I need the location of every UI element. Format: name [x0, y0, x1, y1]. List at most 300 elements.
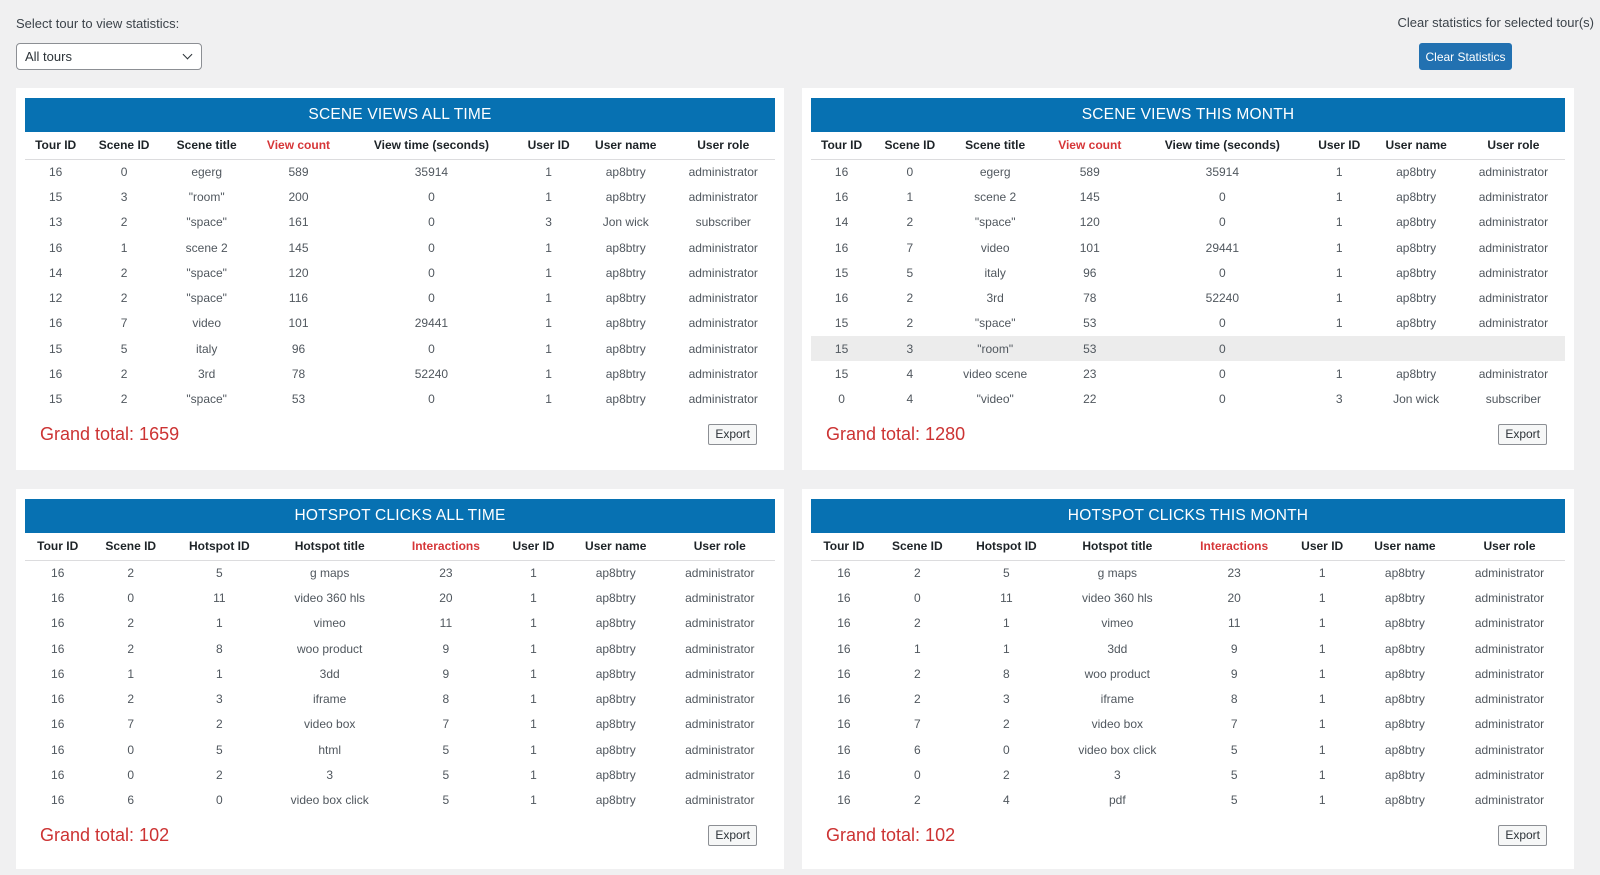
table-cell: 0	[428, 240, 435, 255]
table-header-row	[25, 533, 775, 560]
table-cell: Jon wick	[1393, 392, 1440, 407]
table-cell: 1	[1335, 164, 1343, 179]
table-cell: 3	[1335, 392, 1343, 407]
table-cell: 78	[1083, 291, 1097, 306]
table-cell: 15	[834, 367, 849, 382]
table-cell	[1371, 336, 1462, 361]
table-cell: ap8btry	[1384, 666, 1425, 681]
table-cell: 1	[545, 164, 552, 179]
table-cell: 35914	[1205, 164, 1240, 179]
column-header[interactable]: Scene ID	[877, 533, 958, 560]
table-cell: 16	[48, 164, 63, 179]
table-cell: video	[980, 240, 1010, 255]
table-row	[25, 387, 775, 412]
column-header[interactable]: User role	[1462, 132, 1565, 159]
select-label-wrap	[16, 15, 179, 33]
scene-views-all-time-panel	[16, 88, 784, 470]
table-cell: ap8btry	[1384, 692, 1425, 707]
table-cell: 15	[48, 189, 63, 204]
table-row	[25, 336, 775, 361]
table-cell: 5	[120, 341, 128, 356]
table-cell: administrator	[1478, 215, 1549, 230]
table-cell: 3	[1113, 768, 1121, 783]
panel-title: HOTSPOT CLICKS THIS MONTH	[811, 499, 1565, 533]
table-cell: 2	[1003, 768, 1010, 783]
table-header-row	[811, 533, 1565, 560]
table-cell: 16	[837, 717, 851, 732]
table-cell: 2	[215, 717, 223, 732]
tour-select-value: All tours	[25, 49, 72, 64]
table-cell: Jon wick	[602, 215, 649, 230]
table-cell: 5	[1230, 742, 1238, 757]
table-cell: 2	[127, 565, 135, 580]
table-cell: 1	[545, 189, 552, 204]
table-cell: 6	[127, 793, 135, 808]
table-cell: 16	[837, 616, 851, 631]
table-cell: administrator	[1478, 164, 1549, 179]
table-cell: 0	[1219, 265, 1226, 280]
table-row	[25, 361, 775, 386]
table-cell: 23	[1083, 367, 1097, 382]
table-cell: 589	[288, 164, 309, 179]
table-cell: administrator	[688, 291, 758, 306]
table-cell: video	[192, 316, 221, 331]
column-header[interactable]: Tour ID	[811, 132, 872, 159]
table-cell: administrator	[1474, 565, 1545, 580]
table-cell: 0	[428, 341, 435, 356]
table-row	[811, 260, 1565, 285]
table-row	[811, 235, 1565, 260]
table-cell: 2	[913, 692, 921, 707]
stats-table	[25, 132, 775, 412]
table-cell: 1	[1335, 240, 1343, 255]
column-header[interactable]: User role	[1454, 533, 1565, 560]
table-row	[811, 712, 1565, 737]
table-cell: 2	[120, 367, 128, 382]
table-cell: 96	[291, 341, 306, 356]
clear-statistics-label: Clear statistics for selected tour(s)	[1397, 15, 1594, 30]
table-cell: ap8btry	[1396, 367, 1437, 382]
table-cell: administrator	[1474, 717, 1545, 732]
table-cell: ap8btry	[1396, 189, 1437, 204]
table-row	[25, 285, 775, 310]
table-cell: scene 2	[974, 189, 1017, 204]
table-cell: 0	[127, 590, 135, 605]
table-cell: 16	[51, 768, 65, 783]
table-cell: 0	[913, 590, 921, 605]
column-header[interactable]: Hotspot ID	[171, 533, 268, 560]
table-cell: video box	[1091, 717, 1144, 732]
table-cell: video box click	[1078, 742, 1157, 757]
table-cell: egerg	[191, 164, 223, 179]
table-cell: ap8btry	[1384, 717, 1425, 732]
table-row	[25, 788, 775, 813]
table-cell: administrator	[1478, 265, 1549, 280]
table-row	[25, 311, 775, 336]
table-cell: 5	[215, 565, 223, 580]
table-cell: administrator	[688, 189, 758, 204]
table-cell: ap8btry	[595, 565, 636, 580]
grand-total: Grand total: 1280	[826, 423, 966, 444]
table-cell: ap8btry	[1396, 265, 1437, 280]
table-cell: woo product	[1084, 666, 1151, 681]
table-row	[25, 235, 775, 260]
table-cell: administrator	[685, 717, 755, 732]
table-cell: 11	[213, 590, 226, 605]
table-row	[811, 361, 1565, 386]
table-cell: 14	[834, 215, 849, 230]
table-cell: 16	[51, 641, 65, 656]
table-cell: 16	[837, 666, 851, 681]
table-cell: 1	[545, 316, 552, 331]
table-cell: administrator	[685, 793, 755, 808]
table-cell: 2	[120, 215, 128, 230]
panel-footer	[811, 825, 1565, 846]
table-cell: 7	[127, 717, 135, 732]
table-cell: 13	[48, 215, 63, 230]
table-cell: 8	[1003, 666, 1010, 681]
table-cell: 1	[530, 742, 537, 757]
column-header[interactable]: User ID	[1289, 533, 1356, 560]
table-cell: 3rd	[986, 291, 1004, 306]
column-header[interactable]: Interactions	[392, 533, 500, 560]
table-cell: scene 2	[185, 240, 228, 255]
table-cell: 3	[326, 768, 334, 783]
table-cell: 2	[120, 265, 128, 280]
export-button[interactable]: Export	[1498, 825, 1547, 846]
table-row	[811, 285, 1565, 310]
table-cell: 7	[442, 717, 450, 732]
table-cell: 16	[51, 616, 65, 631]
column-header[interactable]: Interactions	[1180, 533, 1289, 560]
table-cell: ap8btry	[605, 240, 646, 255]
table-cell: ap8btry	[605, 291, 646, 306]
table-cell: 5	[1230, 768, 1238, 783]
column-header[interactable]: User role	[665, 533, 775, 560]
table-cell: 16	[837, 641, 851, 656]
table-cell: 1	[1318, 717, 1326, 732]
table-cell: 15	[834, 265, 849, 280]
column-header[interactable]: Hotspot title	[268, 533, 392, 560]
table-row	[811, 661, 1565, 686]
table-cell: administrator	[685, 666, 755, 681]
table-cell: ap8btry	[605, 265, 646, 280]
table-cell: 8	[215, 641, 223, 656]
table-cell: 3dd	[1107, 641, 1128, 656]
table-cell: 4	[906, 392, 914, 407]
table-cell: 16	[51, 565, 65, 580]
table-cell: 9	[442, 666, 450, 681]
column-header[interactable]: User name	[580, 132, 672, 159]
column-header[interactable]: User name	[1371, 132, 1462, 159]
table-cell: 1	[530, 768, 537, 783]
table-cell: 15	[834, 316, 849, 331]
table-cell: 4	[906, 367, 914, 382]
table-cell: 1	[1335, 367, 1343, 382]
table-cell: 1	[1335, 189, 1343, 204]
column-header[interactable]: Scene title	[162, 132, 252, 159]
table-cell: pdf	[1108, 793, 1126, 808]
table-cell: 1	[545, 291, 552, 306]
table-cell: 2	[913, 793, 921, 808]
export-button[interactable]: Export	[708, 825, 757, 846]
table-cell: 29441	[1205, 240, 1240, 255]
table-cell: 1	[545, 240, 552, 255]
table-cell: 3	[872, 336, 947, 361]
table-cell: 23	[439, 565, 453, 580]
select-tour-label: Select tour to view statistics:	[16, 16, 180, 31]
table-cell: 53	[1083, 316, 1097, 331]
tour-select[interactable]	[16, 43, 202, 70]
table-cell: 15	[48, 392, 63, 407]
table-cell: ap8btry	[595, 793, 636, 808]
table-row	[811, 159, 1565, 184]
table-cell: ap8btry	[605, 316, 646, 331]
column-header[interactable]: User ID	[1308, 132, 1371, 159]
table-cell: 7	[913, 717, 921, 732]
table-row	[25, 210, 775, 235]
table-cell: video scene	[963, 367, 1028, 382]
table-cell: 5	[215, 742, 223, 757]
column-header[interactable]: Scene ID	[86, 132, 162, 159]
column-header[interactable]: View time (seconds)	[1137, 132, 1308, 159]
table-cell: 3	[215, 692, 223, 707]
table-cell: "room"	[948, 336, 1043, 361]
table-cell: 0	[127, 742, 135, 757]
table-cell: "space"	[974, 215, 1016, 230]
table-cell: administrator	[1474, 793, 1545, 808]
table-cell: "space"	[186, 291, 227, 306]
table-cell: 7	[120, 316, 128, 331]
table-cell: 11	[1227, 616, 1241, 631]
table-row	[25, 762, 775, 787]
table-cell: 16	[48, 240, 63, 255]
table-cell: 1	[1335, 291, 1343, 306]
column-header[interactable]: User ID	[517, 132, 580, 159]
panel-title: SCENE VIEWS THIS MONTH	[811, 98, 1565, 132]
table-cell: iframe	[313, 692, 347, 707]
column-header[interactable]: Hotspot ID	[958, 533, 1055, 560]
table-cell: ap8btry	[1396, 291, 1437, 306]
table-cell: 1	[906, 189, 914, 204]
column-header[interactable]: View time (seconds)	[346, 132, 518, 159]
chevron-down-icon	[183, 50, 193, 60]
table-cell: "space"	[186, 265, 227, 280]
table-cell: ap8btry	[605, 367, 646, 382]
table-cell: 0	[838, 392, 845, 407]
table-cell: 1	[545, 341, 552, 356]
table-cell: 120	[1079, 215, 1100, 230]
table-cell: 145	[1079, 189, 1100, 204]
table-cell: 14	[48, 265, 63, 280]
column-header[interactable]: User name	[1356, 533, 1454, 560]
table-cell: administrator	[688, 164, 758, 179]
table-cell: 9	[1230, 666, 1238, 681]
table-row	[811, 210, 1565, 235]
table-cell: 0	[428, 265, 435, 280]
table-cell: 2	[913, 616, 921, 631]
column-header[interactable]: Tour ID	[25, 533, 90, 560]
table-cell: administrator	[1474, 590, 1545, 605]
export-button[interactable]: Export	[708, 424, 757, 445]
table-row	[811, 585, 1565, 610]
table-cell: 0	[428, 392, 435, 407]
table-cell: video 360 hls	[1081, 590, 1153, 605]
table-cell: 1	[1318, 616, 1326, 631]
table-cell: 2	[1003, 717, 1010, 732]
table-cell: administrator	[685, 641, 755, 656]
table-row	[25, 636, 775, 661]
table-row	[25, 737, 775, 762]
table-cell: 16	[51, 666, 65, 681]
table-cell: 1	[530, 590, 537, 605]
export-button[interactable]: Export	[1498, 424, 1547, 445]
table-cell: ap8btry	[1384, 742, 1425, 757]
table-cell: 16	[51, 793, 65, 808]
table-header-row	[811, 132, 1565, 159]
table-cell: ap8btry	[1396, 164, 1437, 179]
column-header[interactable]: Tour ID	[811, 533, 877, 560]
column-header[interactable]: Tour ID	[25, 132, 86, 159]
table-cell: "video"	[976, 392, 1014, 407]
table-cell: 16	[51, 717, 65, 732]
table-cell: administrator	[1474, 666, 1545, 681]
table-cell: 0	[1219, 215, 1226, 230]
table-cell: ap8btry	[605, 392, 646, 407]
table-cell: 0	[428, 291, 435, 306]
table-cell: 2	[120, 291, 128, 306]
table-cell: 2	[906, 291, 914, 306]
table-cell: 2	[120, 392, 128, 407]
table-cell: ap8btry	[595, 692, 636, 707]
hotspot-clicks-all-time-panel	[16, 489, 784, 869]
column-header[interactable]: Hotspot title	[1055, 533, 1180, 560]
table-cell: 16	[837, 793, 851, 808]
table-cell: ap8btry	[595, 590, 636, 605]
column-header[interactable]: User name	[567, 533, 665, 560]
table-header-row	[25, 132, 775, 159]
table-cell: ap8btry	[605, 189, 646, 204]
table-cell: 15	[811, 336, 872, 361]
table-cell: 5	[442, 742, 450, 757]
table-cell: 101	[1079, 240, 1100, 255]
table-cell: 0	[1219, 189, 1226, 204]
column-header[interactable]: Scene ID	[90, 533, 171, 560]
table-cell: 0	[215, 793, 223, 808]
table-cell: 1	[1003, 641, 1010, 656]
column-header[interactable]: User ID	[500, 533, 567, 560]
table-cell: 52240	[414, 367, 449, 382]
grand-total: Grand total: 102	[826, 824, 956, 845]
table-cell: 78	[291, 367, 306, 382]
column-header[interactable]: Scene ID	[872, 132, 947, 159]
table-cell: 16	[51, 742, 65, 757]
table-cell: 1	[530, 717, 537, 732]
table-cell: 5	[442, 793, 450, 808]
column-header[interactable]: User role	[672, 132, 776, 159]
table-row	[811, 762, 1565, 787]
table-cell: 1	[530, 616, 537, 631]
table-cell: "space"	[186, 215, 227, 230]
column-header[interactable]: Scene title	[948, 132, 1043, 159]
column-header[interactable]: View count	[251, 132, 345, 159]
table-cell: 2	[127, 641, 135, 656]
table-cell: 1	[215, 616, 223, 631]
table-cell: administrator	[685, 616, 755, 631]
table-cell: administrator	[1474, 692, 1545, 707]
table-cell: 16	[51, 590, 65, 605]
table-cell: 11	[439, 616, 453, 631]
table-cell: g maps	[310, 565, 350, 580]
table-row	[25, 260, 775, 285]
table-cell: 16	[834, 189, 849, 204]
table-cell: ap8btry	[1396, 316, 1437, 331]
table-cell: administrator	[1474, 742, 1545, 757]
table-cell: administrator	[1474, 616, 1545, 631]
panel-title: HOTSPOT CLICKS ALL TIME	[25, 499, 775, 533]
table-cell: 16	[48, 367, 63, 382]
table-cell: ap8btry	[1384, 565, 1425, 580]
table-cell: administrator	[1478, 189, 1549, 204]
table-cell: 52240	[1205, 291, 1240, 306]
column-header[interactable]: View count	[1043, 132, 1137, 159]
table-row	[25, 686, 775, 711]
table-cell: video box click	[290, 793, 369, 808]
table-cell: ap8btry	[595, 717, 636, 732]
table-cell: 2	[913, 565, 921, 580]
table-cell: administrator	[688, 367, 758, 382]
table-cell: 16	[837, 742, 851, 757]
table-row	[811, 788, 1565, 813]
table-cell: administrator	[685, 692, 755, 707]
table-cell: 1	[530, 692, 537, 707]
table-cell: 96	[1083, 265, 1097, 280]
table-cell: 53	[291, 392, 306, 407]
table-cell: 20	[439, 590, 453, 605]
table-cell: ap8btry	[1384, 793, 1425, 808]
table-cell: 1	[545, 392, 552, 407]
table-cell: 2	[913, 666, 921, 681]
table-cell: 8	[1230, 692, 1238, 707]
table-cell: 2	[906, 316, 914, 331]
table-cell: 1	[545, 367, 552, 382]
table-cell: 5	[906, 265, 914, 280]
table-cell: 16	[837, 692, 851, 707]
table-cell: 1	[530, 641, 537, 656]
table-cell: 7	[1230, 717, 1238, 732]
table-cell: 2	[906, 215, 914, 230]
table-cell: ap8btry	[1396, 215, 1437, 230]
clear-statistics-button[interactable]: Clear Statistics	[1419, 43, 1512, 70]
table-cell: 0	[906, 164, 914, 179]
table-cell: 1	[1318, 768, 1326, 783]
table-cell: 16	[837, 768, 851, 783]
table-cell: ap8btry	[595, 768, 636, 783]
table-cell: 1	[545, 265, 552, 280]
table-cell: 20	[1227, 590, 1241, 605]
table-cell: 1	[1318, 565, 1326, 580]
table-cell: 0	[1219, 367, 1226, 382]
table-row	[811, 184, 1565, 209]
table-cell: 1	[127, 666, 135, 681]
table-cell: 0	[913, 768, 921, 783]
table-cell: 1	[215, 666, 223, 681]
table-cell: 3	[545, 215, 552, 230]
table-cell: administrator	[1478, 291, 1549, 306]
table-row	[25, 585, 775, 610]
table-cell: 6	[913, 742, 921, 757]
table-cell: 1	[1335, 215, 1343, 230]
